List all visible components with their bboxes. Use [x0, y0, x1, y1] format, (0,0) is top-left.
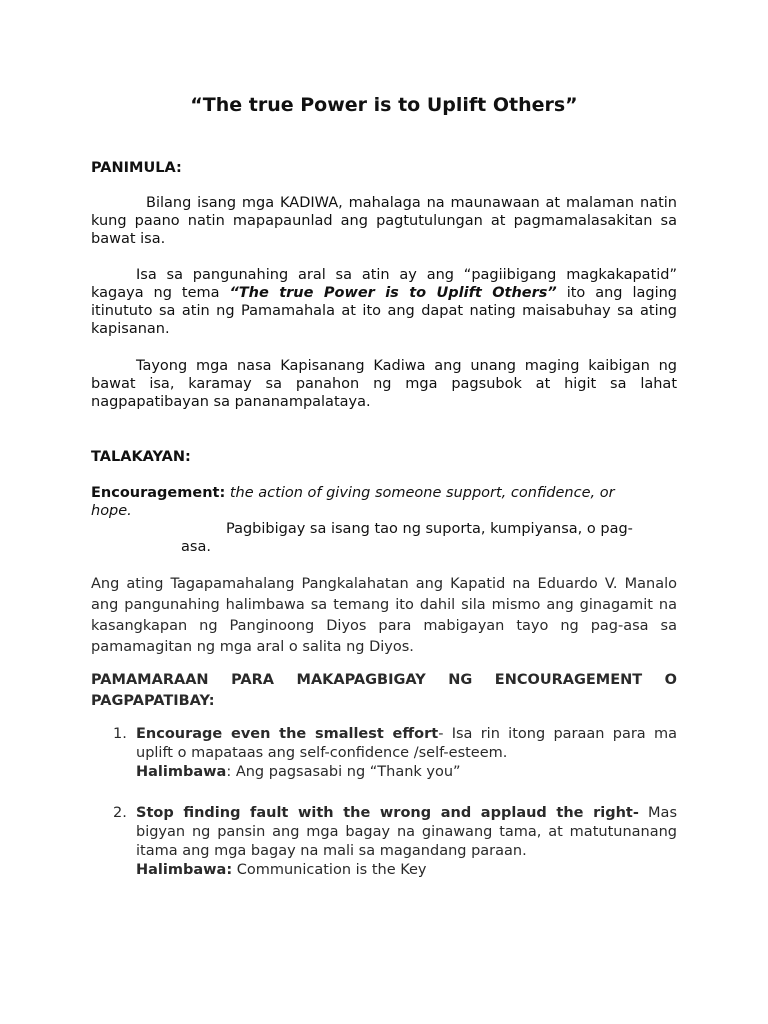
list-item-title: Encourage even the smallest effort — [136, 726, 439, 742]
p2-text-after: ito ang laging itinututo sa atin ng Pamamahala at ito ang dapat nating maisabuhay sa ating kapisanan. — [91, 285, 678, 337]
document-title: “The true Power is to Uplift Others” — [190, 94, 578, 116]
definition-translation: Pagbibigay sa isang tao ng suporta, kumpiyansa, o pag- — [226, 521, 633, 537]
list-item-title: Stop finding fault with the wrong and applaud the right- — [136, 805, 639, 821]
panimula-paragraph-3: Tayong mga nasa Kapisanang Kadiwa ang unang maging kaibigan ng bawat isa, karamay sa panahon ng mga pagsubok at higit sa lahat nagpapatibayan sa pananampalataya. — [91, 358, 677, 410]
definition-translation-line2: asa. — [181, 539, 211, 555]
theme-quote: “The true Power is to Uplift Others” — [229, 285, 557, 301]
p2-text-before: Isa sa pangunahing aral sa atin ay ang “pagiibigang magkakapatid” kagaya ng tema — [91, 267, 677, 301]
list-item-body — [136, 725, 677, 782]
encouragement-definition — [91, 484, 677, 502]
panimula-paragraph-2 — [91, 266, 677, 338]
example-label: Halimbawa: — [136, 862, 233, 878]
pamamaraan-heading: PAMAMARAAN PARA MAKAPAGBIGAY NG ENCOURAGEMENT O — [91, 672, 677, 688]
talakayan-heading: TALAKAYAN: — [91, 449, 191, 465]
example-label: Halimbawa — [136, 764, 227, 780]
list-item-body — [136, 804, 677, 880]
definition-text-line2: hope. — [91, 503, 132, 519]
example-text: Communication is the Key — [232, 862, 427, 878]
definition-text: the action of giving someone support, confidence, or — [225, 485, 615, 501]
example-text: : Ang pagsasabi ng “Thank you” — [226, 764, 461, 780]
list-item-text: Mas bigyan ng pansin ang mga bagay na ginawang tama, at matutunanang itama ang mga bagay na mali sa magandang paraan. — [136, 805, 677, 859]
list-item-text: - Isa rin itong paraan para ma uplift o mapataas ang self-confidence /self-esteem. — [136, 726, 677, 761]
panimula-heading: PANIMULA: — [91, 160, 182, 176]
talakayan-paragraph: Ang ating Tagapamahalang Pangkalahatan ang Kapatid na Eduardo V. Manalo ang pangunahing halimbawa sa temang ito dahil sila mismo ang ginagamit na kasangkapan ng Panginoong Diyos para mabigayan tayo ng pag-asa sa pamamagitan ng mga aral o salita ng Diyos. — [91, 576, 677, 655]
pamamaraan-heading-line2: PAGPAPATIBAY: — [91, 693, 215, 709]
definition-term: Encouragement: — [91, 485, 226, 501]
list-item-number: 1. — [113, 726, 127, 742]
panimula-paragraph-1: Bilang isang mga KADIWA, mahalaga na maunawaan at malaman natin kung paano natin mapapaunlad ang pagtutulungan at pagmamalasakitan sa bawat isa. — [91, 195, 677, 247]
list-item-number: 2. — [113, 805, 127, 821]
